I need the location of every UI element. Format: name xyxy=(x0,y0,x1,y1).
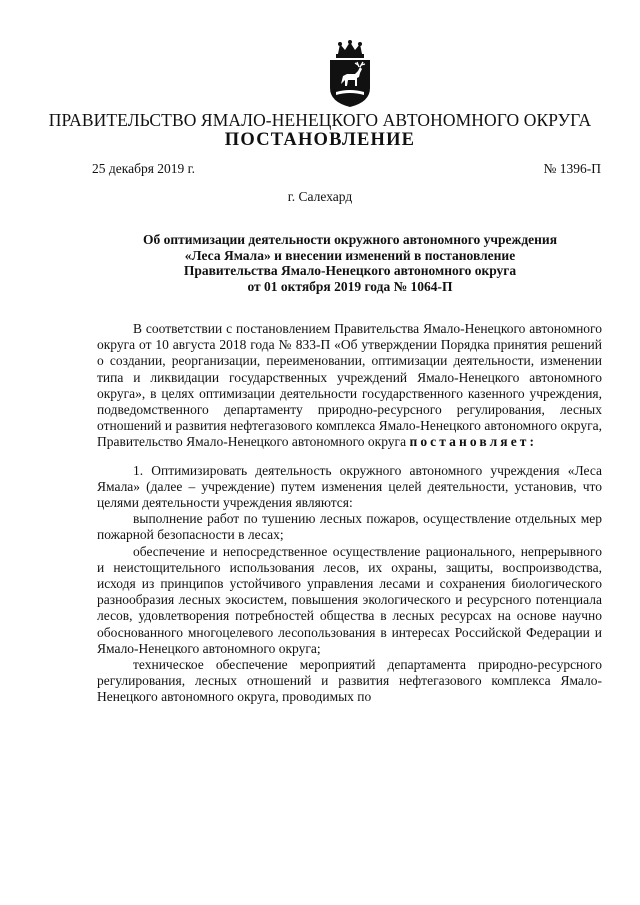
document-number: № 1396-П xyxy=(543,161,601,176)
document-subject xyxy=(100,232,600,294)
subject-line: «Леса Ямала» и внесении изменений в постановление xyxy=(184,247,516,263)
government-title: ПРАВИТЕЛЬСТВО ЯМАЛО-НЕНЕЦКОГО АВТОНОМНОГО ОКРУГА xyxy=(48,110,592,130)
document-date: 25 декабря 2019 г. xyxy=(92,161,196,176)
document-city: г. Салехард xyxy=(287,189,353,204)
document-body xyxy=(97,321,602,706)
document-type-heading: ПОСТАНОВЛЕНИЕ xyxy=(224,130,416,150)
goal-paragraph: техническое обеспечение мероприятий департамента природно-ресурсного регулирования, лесных отношений и развития нефтегазового комплекса Ямало-Ненецкого автономного округа, проводимых по xyxy=(97,657,602,705)
coat-of-arms-emblem xyxy=(324,40,376,108)
subject-line: Об оптимизации деятельности окружного автономного учреждения xyxy=(142,232,557,247)
item-1-paragraph: 1. Оптимизировать деятельность окружного автономного учреждения «Леса Ямала» (далее – учреждение) путем изменения целей деятельности, установив, что целями деятельности учреждения являются: xyxy=(97,462,602,511)
goal-paragraph: обеспечение и непосредственное осуществление рационального, непрерывного и неистощительного использования лесов, их охраны, защиты, воспроизводства, исходя из принципов устойчивого управления лесами и сохранения биологического разнообразия лесных экосистем, повышения экологического и ресурсного потенциала лесов, удовлетворения потребностей общества в лесных ресурсах на основе научно обоснованного многоцелевого лесопользования в интересах Российской Федерации и Ямало-Ненецкого автономного округа; xyxy=(97,543,602,656)
preamble-text: В соответствии с постановлением Правительства Ямало-Ненецкого автономного округа от 10 августа 2018 года № 833-П «Об утверждении Порядка принятия решений о создании, реорганизации, переименовании, оптимизации деятельности, изменении типа и ликвидации государственных учреждений Ямало-Ненецкого автономного округа», в целях оптимизации деятельности государственного казенного учреждения, подведомственного департаменту природно-ресурсного регулирования, лесных отношений и развития нефтегазового комплекса Ямало-Ненецкого автономного округа, Правительство Ямало-Ненецкого автономного округа xyxy=(97,321,602,450)
subject-line: от 01 октября 2019 года № 1064-П xyxy=(247,278,453,294)
resolves-keyword: постановляет: xyxy=(409,434,538,450)
goal-paragraph: выполнение работ по тушению лесных пожаров, осуществление отдельных мер пожарной безопасности в лесах; xyxy=(97,511,602,543)
subject-line: Правительства Ямало-Ненецкого автономного округа xyxy=(183,263,517,279)
preamble-paragraph xyxy=(97,321,602,451)
